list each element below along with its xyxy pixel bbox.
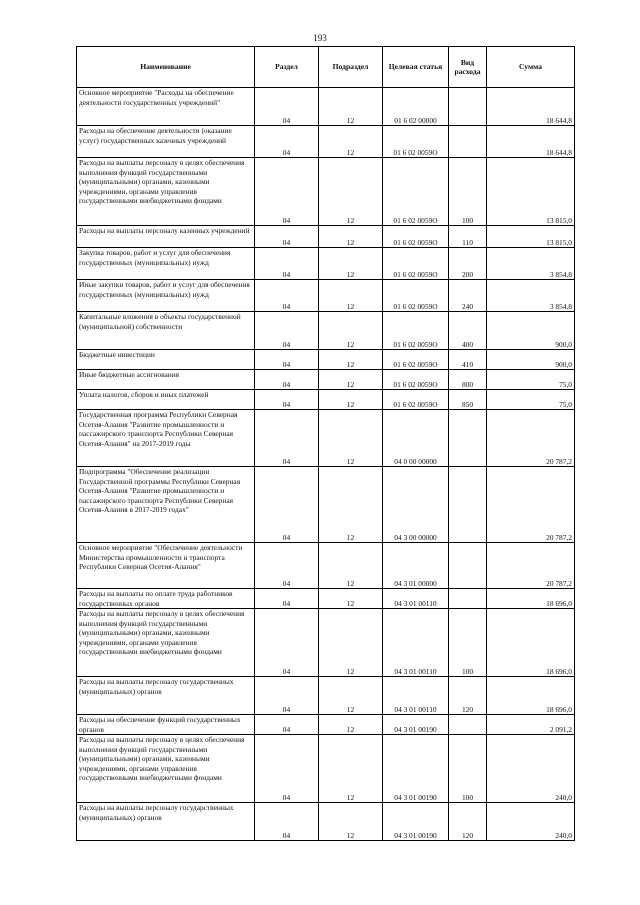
row-type-cell — [449, 467, 487, 543]
row-section-cell: 04 — [255, 126, 319, 158]
row-target-cell: 01 6 02 0059О — [383, 226, 449, 248]
row-section-cell: 04 — [255, 715, 319, 735]
table-row — [77, 350, 575, 370]
row-subsection-cell: 12 — [319, 280, 383, 312]
row-subsection-cell: 12 — [319, 226, 383, 248]
table-row — [77, 280, 575, 312]
row-sum-cell: 20 787,2 — [487, 410, 575, 467]
row-name-cell: Расходы на выплаты по оплате труда работников государственных органов — [77, 589, 255, 609]
row-target-cell: 01 6 02 0059О — [383, 126, 449, 158]
row-name-cell: Иные бюджетные ассигнования — [77, 370, 255, 390]
row-sum-cell: 240,0 — [487, 803, 575, 841]
row-type-cell — [449, 410, 487, 467]
row-sum-cell: 18 644,8 — [487, 126, 575, 158]
row-target-cell: 01 6 02 0059О — [383, 390, 449, 410]
row-section-cell: 04 — [255, 226, 319, 248]
row-type-cell: 410 — [449, 350, 487, 370]
row-target-cell: 04 3 01 00000 — [383, 543, 449, 589]
row-name-cell: Основное мероприятие "Обеспечение деятельности Министерства промышленности и транспорта Республики Северная Осетия-Алания" — [77, 543, 255, 589]
row-name-cell: Государственная программа Республики Северная Осетия-Алания "Развитие промышленности и пассажирского транспорта Республики Северная Осетия-Алания" на 2017-2019 годы — [77, 410, 255, 467]
table-row — [77, 370, 575, 390]
row-sum-cell: 18 696,0 — [487, 677, 575, 715]
row-type-cell: 100 — [449, 609, 487, 677]
row-sum-cell: 900,0 — [487, 312, 575, 350]
table-row — [77, 803, 575, 841]
row-target-cell: 04 3 01 00110 — [383, 677, 449, 715]
row-section-cell: 04 — [255, 248, 319, 280]
row-subsection-cell: 12 — [319, 390, 383, 410]
row-subsection-cell: 12 — [319, 410, 383, 467]
row-name-cell: Расходы на выплаты персоналу государственных (муниципальных) органов — [77, 677, 255, 715]
row-sum-cell: 20 787,2 — [487, 467, 575, 543]
row-type-cell: 100 — [449, 158, 487, 226]
row-type-cell: 800 — [449, 370, 487, 390]
row-type-cell: 850 — [449, 390, 487, 410]
row-subsection-cell: 12 — [319, 350, 383, 370]
row-subsection-cell: 12 — [319, 803, 383, 841]
table-row — [77, 589, 575, 609]
row-subsection-cell: 12 — [319, 248, 383, 280]
row-subsection-cell: 12 — [319, 609, 383, 677]
table-row — [77, 677, 575, 715]
row-target-cell: 01 6 02 00000 — [383, 88, 449, 126]
row-subsection-cell: 12 — [319, 589, 383, 609]
row-section-cell: 04 — [255, 280, 319, 312]
row-sum-cell: 18 696,0 — [487, 609, 575, 677]
row-type-cell — [449, 126, 487, 158]
row-subsection-cell: 12 — [319, 126, 383, 158]
row-target-cell: 04 3 01 00110 — [383, 589, 449, 609]
row-section-cell: 04 — [255, 390, 319, 410]
row-target-cell: 01 6 02 0059О — [383, 350, 449, 370]
row-target-cell: 01 6 02 0059О — [383, 370, 449, 390]
row-type-cell — [449, 543, 487, 589]
table-body — [77, 88, 575, 841]
row-sum-cell: 3 854,8 — [487, 248, 575, 280]
row-sum-cell: 13 815,0 — [487, 158, 575, 226]
row-section-cell: 04 — [255, 370, 319, 390]
header-sum: Сумма — [487, 47, 575, 88]
header-type: Вид расхода — [449, 47, 487, 88]
row-sum-cell: 18 644,8 — [487, 88, 575, 126]
row-type-cell: 400 — [449, 312, 487, 350]
row-type-cell — [449, 715, 487, 735]
row-type-cell: 100 — [449, 735, 487, 803]
row-sum-cell: 900,0 — [487, 350, 575, 370]
row-name-cell: Капитальные вложения в объекты государственной (муниципальной) собственности — [77, 312, 255, 350]
row-name-cell: Расходы на выплаты персоналу в целях обеспечения выполнения функций государственными (муниципальными) органами, казенными учреждениями, органами управления государственными внебюджетными фондами — [77, 158, 255, 226]
row-section-cell: 04 — [255, 350, 319, 370]
row-section-cell: 04 — [255, 410, 319, 467]
row-name-cell: Расходы на выплаты персоналу в целях обеспечения выполнения функций государственными (муниципальными) органами, казенными учреждениями, органами управления государственными внебюджетными фондами — [77, 735, 255, 803]
row-section-cell: 04 — [255, 677, 319, 715]
row-target-cell: 01 6 02 0059О — [383, 280, 449, 312]
row-name-cell: Расходы на выплаты персоналу государственных (муниципальных) органов — [77, 803, 255, 841]
table-row — [77, 248, 575, 280]
row-target-cell: 04 3 01 00110 — [383, 609, 449, 677]
table-row — [77, 312, 575, 350]
row-subsection-cell: 12 — [319, 312, 383, 350]
row-name-cell: Основное мероприятие "Расходы на обеспечение деятельности государственных учреждений" — [77, 88, 255, 126]
row-name-cell: Уплата налогов, сборов и иных платежей — [77, 390, 255, 410]
row-section-cell: 04 — [255, 312, 319, 350]
row-subsection-cell: 12 — [319, 677, 383, 715]
table-row — [77, 158, 575, 226]
row-target-cell: 04 3 00 00000 — [383, 467, 449, 543]
header-name: Наименование — [77, 47, 255, 88]
row-type-cell: 120 — [449, 677, 487, 715]
row-name-cell: Подпрограмма "Обеспечение реализации Государственной программы Республики Северная Осетия-Алания "Развитие промышленности и пассажирского транспорта Республики Северная Осетия-Алания в 2017-2019 годах" — [77, 467, 255, 543]
row-target-cell: 01 6 02 0059О — [383, 158, 449, 226]
row-sum-cell: 2 091,2 — [487, 715, 575, 735]
row-section-cell: 04 — [255, 589, 319, 609]
row-section-cell: 04 — [255, 467, 319, 543]
row-section-cell: 04 — [255, 543, 319, 589]
row-sum-cell: 3 854,8 — [487, 280, 575, 312]
table-header — [77, 47, 575, 88]
row-name-cell: Расходы на обеспечение деятельности (оказание услуг) государственных казенных учреждений — [77, 126, 255, 158]
row-subsection-cell: 12 — [319, 467, 383, 543]
row-name-cell: Иные закупки товаров, работ и услуг для обеспечения государственных (муниципальных) нужд — [77, 280, 255, 312]
table-row — [77, 735, 575, 803]
table-row — [77, 88, 575, 126]
row-name-cell: Расходы на выплаты персоналу казенных учреждений — [77, 226, 255, 248]
row-name-cell: Закупка товаров, работ и услуг для обеспечения государственных (муниципальных) нужд — [77, 248, 255, 280]
row-sum-cell: 18 696,0 — [487, 589, 575, 609]
row-type-cell — [449, 88, 487, 126]
table-row — [77, 609, 575, 677]
table-row — [77, 715, 575, 735]
row-section-cell: 04 — [255, 803, 319, 841]
row-target-cell: 01 6 02 0059О — [383, 312, 449, 350]
row-type-cell: 200 — [449, 248, 487, 280]
page-number: 193 — [313, 33, 327, 43]
row-name-cell: Бюджетные инвестиции — [77, 350, 255, 370]
row-subsection-cell: 12 — [319, 158, 383, 226]
row-sum-cell: 13 815,0 — [487, 226, 575, 248]
row-section-cell: 04 — [255, 88, 319, 126]
header-subsection: Подраздел — [319, 47, 383, 88]
row-name-cell: Расходы на выплаты персоналу в целях обеспечения выполнения функций государственными (муниципальными) органами, казенными учреждениями, органами управления государственными внебюджетными фондами — [77, 609, 255, 677]
row-sum-cell: 75,0 — [487, 370, 575, 390]
row-section-cell: 04 — [255, 609, 319, 677]
row-subsection-cell: 12 — [319, 543, 383, 589]
row-type-cell: 110 — [449, 226, 487, 248]
table-row — [77, 543, 575, 589]
row-section-cell: 04 — [255, 735, 319, 803]
row-name-cell: Расходы на обеспечение функций государственных органов — [77, 715, 255, 735]
row-subsection-cell: 12 — [319, 715, 383, 735]
row-target-cell: 01 6 02 0059О — [383, 248, 449, 280]
table-row — [77, 410, 575, 467]
row-target-cell: 04 3 01 00190 — [383, 803, 449, 841]
row-sum-cell: 75,0 — [487, 390, 575, 410]
row-section-cell: 04 — [255, 158, 319, 226]
row-subsection-cell: 12 — [319, 735, 383, 803]
table-row — [77, 226, 575, 248]
row-target-cell: 04 0 00 00000 — [383, 410, 449, 467]
header-target: Целевая статья — [383, 47, 449, 88]
row-type-cell — [449, 589, 487, 609]
table-row — [77, 126, 575, 158]
row-type-cell: 240 — [449, 280, 487, 312]
header-section: Раздел — [255, 47, 319, 88]
table-row — [77, 390, 575, 410]
row-target-cell: 04 3 01 00190 — [383, 715, 449, 735]
row-type-cell: 120 — [449, 803, 487, 841]
table-row — [77, 467, 575, 543]
row-sum-cell: 240,0 — [487, 735, 575, 803]
row-sum-cell: 20 787,2 — [487, 543, 575, 589]
budget-table — [76, 46, 575, 841]
row-subsection-cell: 12 — [319, 88, 383, 126]
row-target-cell: 04 3 01 00190 — [383, 735, 449, 803]
row-subsection-cell: 12 — [319, 370, 383, 390]
